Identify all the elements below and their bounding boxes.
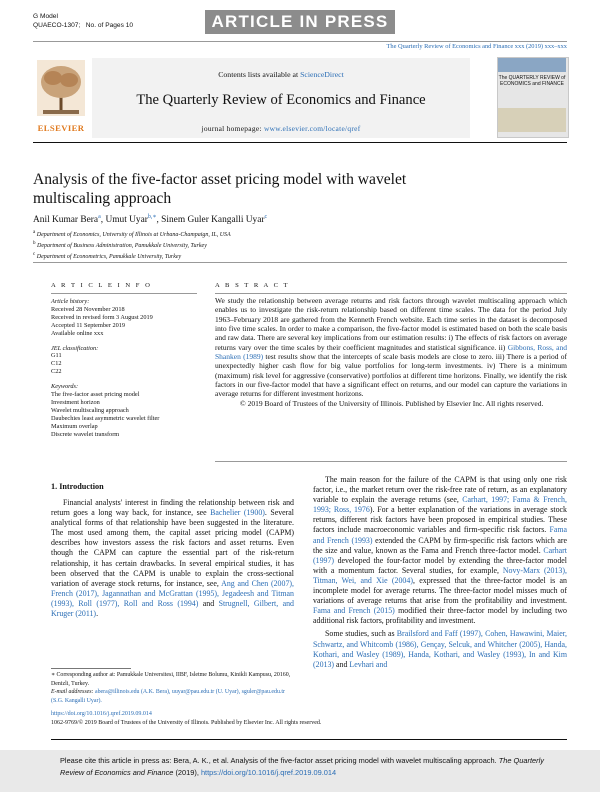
jel-code: G11 (51, 352, 62, 360)
abstract-heading: A B S T R A C T (215, 282, 290, 289)
citation-link[interactable]: Fama and French (2015) (313, 606, 395, 616)
keyword: The five-factor asset pricing model (51, 391, 140, 399)
abstract-copyright: © 2019 Board of Trustees of the University of Illinois. Published by Elsevier Inc. All rights reserved. (240, 398, 544, 408)
affiliation-b: $^b$ Department of Business Administration, Pamukkale University, Turkey (33, 240, 207, 249)
article-title (33, 170, 533, 208)
journal-homepage (92, 124, 470, 133)
sciencedirect-link[interactable]: ScienceDirect (300, 70, 344, 79)
email-label: E-mail addresses: (51, 689, 94, 695)
citation-text (60, 755, 560, 779)
history-label: Article history: (51, 298, 90, 305)
publisher-name: ELSEVIER (37, 123, 85, 133)
author-2-affil[interactable]: b,∗ (147, 214, 157, 220)
citation-link[interactable]: Novy-Marx (2013), Titman, Wei, and Xie (2004) (313, 565, 567, 585)
abstract-divider (215, 293, 567, 294)
abstract-text-cont: test results show that the intercepts of scale basis models are close to zero. iii) There is a period of unexpectedly higher cash flow for big value portfolios for long-term investments. iv) There is a minimum (maximum) risk level for aggressive (conservative) portfolios at different time horizons. Finally, we identify the risk factors in our five-factor model that have a significant effect on returns, and our model can capture the variations in average returns for different investment horizons. (215, 352, 567, 399)
available-date: Available online xxx (51, 329, 104, 337)
received-date: Received 28 November 2018 (51, 305, 125, 313)
accepted-date: Accepted 11 September 2019 (51, 321, 126, 329)
contents-line (92, 70, 470, 79)
page-count: No. of Pages 10 (85, 21, 134, 29)
citation-link[interactable]: Levhari and (349, 659, 388, 669)
keyword: Maximum overlap (51, 422, 98, 430)
jel-code: C12 (51, 360, 62, 368)
contents-prefix: Contents lists available at (218, 70, 299, 79)
elsevier-tree-logo-icon (33, 58, 89, 128)
jel-code: C22 (51, 368, 62, 376)
footnote-divider (51, 668, 131, 669)
affiliations (33, 229, 231, 261)
intro-right-column (313, 475, 567, 670)
article-info-heading: A R T I C L E I N F O (51, 282, 152, 289)
journal-reference[interactable]: The Quarterly Review of Economics and Finance xxx (2019) xxx–xxx (386, 43, 567, 50)
affiliation-divider (33, 262, 567, 263)
citation-link[interactable]: Ang and Chen (2007), French (2017), Jagannathan and McGrattan (1995), Jegadeesh and Titman (1993), Roll (1977), Roll and Ross (1994) (51, 578, 294, 608)
keyword: Discrete wavelet transform (51, 430, 120, 438)
issn-copyright: 1062-9769/© 2019 Board of Trustees of the University of Illinois. Published by Elsevier Inc. All rights reserved. (51, 719, 322, 726)
homepage-label: journal homepage: (201, 124, 262, 133)
abstract-text: We study the relationship between average returns and risk factors through wavelet multiscaling approach which enables us to investigate the risk-return relationship based on different time scales. The data for the period July 1963–February 2018 are gathered from the Kenneth French website. Each time series in the dataset is decomposed into five time scales. In order to make a comparison, the five-factor model is estimated based on both the scale basis and raw data. There are several key implications from our estimation results: i) The effects of risk factors on average returns vary over the time scales by their coefficient magnitudes and statistical significance. ii) (215, 296, 567, 352)
section-heading: 1. Introduction (51, 482, 104, 491)
abstract-body (215, 296, 567, 408)
citation-journal: The Quarterly Review of Economics and Finance (60, 756, 544, 777)
email-links[interactable]: abera@illinois.edu (A.K. Bera), uuyar@pau.edu.tr (U. Uyar), sguler@pau.edu.tr (S.G. Kangalli Uyar). (51, 689, 285, 704)
intro-paragraph: The main reason for the failure of the CAPM is that using only one risk factor, i.e., the market return over the risk-free rate of return, as an explanatory variable to explain the average returns (see, Carhart, 1997; Fama & French, 1993; Ross, 1976). For a better explanation of the variations in average stock returns, different risk factors have been proposed in empirical studies. These factors include macroeconomic variables and firm-specific risk factors. Fama and French (1993) extended the CAPM by firm-specific risk factors which are the size and value, known as the Fama and French three-factor model. Carhart (1997) developed the four-factor model by extending the three-factor model with a momentum factor. Several studies, for example, Novy-Marx (2013), Titman, Wei, and Xie (2004), expressed that the three-factor model is an incomplete model for average returns. The three-factor model misses much of variations of average returns that arise from the profitability and investment. Fama and French (2015) modified their three-factor model by including two additional risk factors, profitability and investment. (313, 475, 568, 626)
author-list: Anil Kumar Bera$^a$, Umut Uyar$^{b,∗}$, Sinem Guler Kangalli Uyar$^c$ (33, 214, 268, 226)
intro-left-column (51, 498, 294, 619)
title-line-2: multiscaling approach (33, 190, 172, 207)
citation-link[interactable]: Fama and French (1993) (313, 525, 567, 545)
abstract-end-divider (215, 461, 567, 462)
homepage-link[interactable]: www.elsevier.com/locate/qref (263, 124, 361, 133)
journal-title: The Quarterly Review of Economics and Finance (136, 92, 426, 108)
keywords-label: Keywords: (51, 383, 79, 391)
citation-link[interactable]: Bachelier (1900) (210, 508, 265, 518)
cover-band-top (498, 58, 566, 72)
author-1: Anil Kumar Bera (33, 215, 99, 226)
citation-link[interactable]: Carhart (1997) (313, 545, 567, 565)
citation-link[interactable]: Brailsford and Faff (1997), Cohen, Hawawini, Maier, Schwartz, and Whitcomb (1986), Gençay, Selcuk, and Whitcher (2005), Handa, Kothari, and Wasley (1989), Handa, Kothari, and Wasley (1993), In and Kim (2013) (313, 629, 567, 669)
keyword: Investment horizon (51, 398, 100, 406)
revised-date: Received in revised form 3 August 2019 (51, 313, 153, 321)
article-info-divider (51, 293, 197, 294)
author-1-affil[interactable]: a (98, 214, 101, 220)
article-in-press-banner: ARTICLE IN PRESS (205, 10, 395, 34)
citation-year: (2019), (175, 767, 199, 777)
author-3-affil[interactable]: c (264, 214, 268, 220)
affiliation-a: $^a$ Department of Economics, University of Illinois at Urbana-Champaign, IL, USA (33, 230, 231, 238)
header-divider (33, 142, 567, 143)
cover-band-bottom (498, 108, 566, 132)
affiliation-c: $^c$ Department of Econometrics, Pamukkale University, Turkey (33, 251, 182, 260)
top-divider (33, 41, 567, 42)
page-bottom-divider (51, 739, 567, 740)
citation-doi-link[interactable]: https://doi.org/10.1016/j.qref.2019.09.014 (200, 767, 337, 777)
keyword: Daubechies least asymmetric wavelet filter (51, 414, 160, 422)
title-line-1: Analysis of the five-factor asset pricing model with wavelet (33, 171, 407, 188)
article-code: QUAECO-1307; (33, 21, 81, 29)
citation-prefix: Please cite this article in press as: Bera, A. K., et al. Analysis of the five-factor asset pricing model with wavelet multiscaling approach. (60, 756, 497, 765)
citation-link[interactable]: Strugnell, Gilbert, and Kruger (2011) (51, 598, 294, 619)
footnotes (51, 671, 294, 705)
g-model-label: G Model (33, 13, 58, 20)
author-3: Sinem Guler Kangalli Uyar (161, 215, 265, 226)
citation-link[interactable]: Gibbons, Ross, and Shanken (1989) (215, 342, 568, 362)
cover-text: The QUARTERLY REVIEW of ECONOMICS and FINANCE (498, 75, 566, 87)
intro-paragraph: Financial analysts' interest in finding the relationship between risk and return goes a long way back, for instance, see Bachelier (1900). Several analytical forms of that relationship have been suggested in the literature. The most used among them, the capital asset pricing model (CAPM) describes how investors assess the risk factors and asset returns. Even though the CAPM can capture the essential part of the risk-return relationship, it has certain drawbacks. In several empirical studies, it has been observed that the CAPM is unable to explain the cross-sectional variation of average stock returns, for instance, see, Ang and Chen (2007), French (2017), Jagannathan and McGrattan (1995), Jegadeesh and Titman (1993), Roll (1977), Roll and Ross (1994) and Strugnell, Gilbert, and Kruger (2011). (51, 498, 294, 619)
intro-paragraph: Some studies, such as Brailsford and Faff (1997), Cohen, Hawawini, Maier, Schwartz, and Whitcomb (1986), Gençay, Selcuk, and Whitcher (2005), Handa, Kothari, and Wasley (1989), Handa, Kothari, and Wasley (1993), In and Kim (2013) and Levhari and (313, 629, 567, 669)
doi-block (51, 710, 567, 727)
doi-link[interactable]: https://doi.org/10.1016/j.qref.2019.09.014 (51, 711, 152, 717)
article-info (51, 298, 201, 439)
corresponding-author-note: ∗ Corresponding author at: Pamukkale Universitesi, IIBF, Isletme Bolumu, Kinikli Kampusu, 20160, Denizli, Turkey. (51, 672, 291, 687)
author-2: Umut Uyar (105, 215, 148, 226)
jel-label: JEL classification: (51, 344, 99, 352)
keyword: Wavelet multiscaling approach (51, 406, 129, 414)
citation-link[interactable]: Carhart, 1997; Fama & French, 1993; Ross, 1976 (313, 495, 567, 515)
manuscript-id (33, 13, 133, 30)
